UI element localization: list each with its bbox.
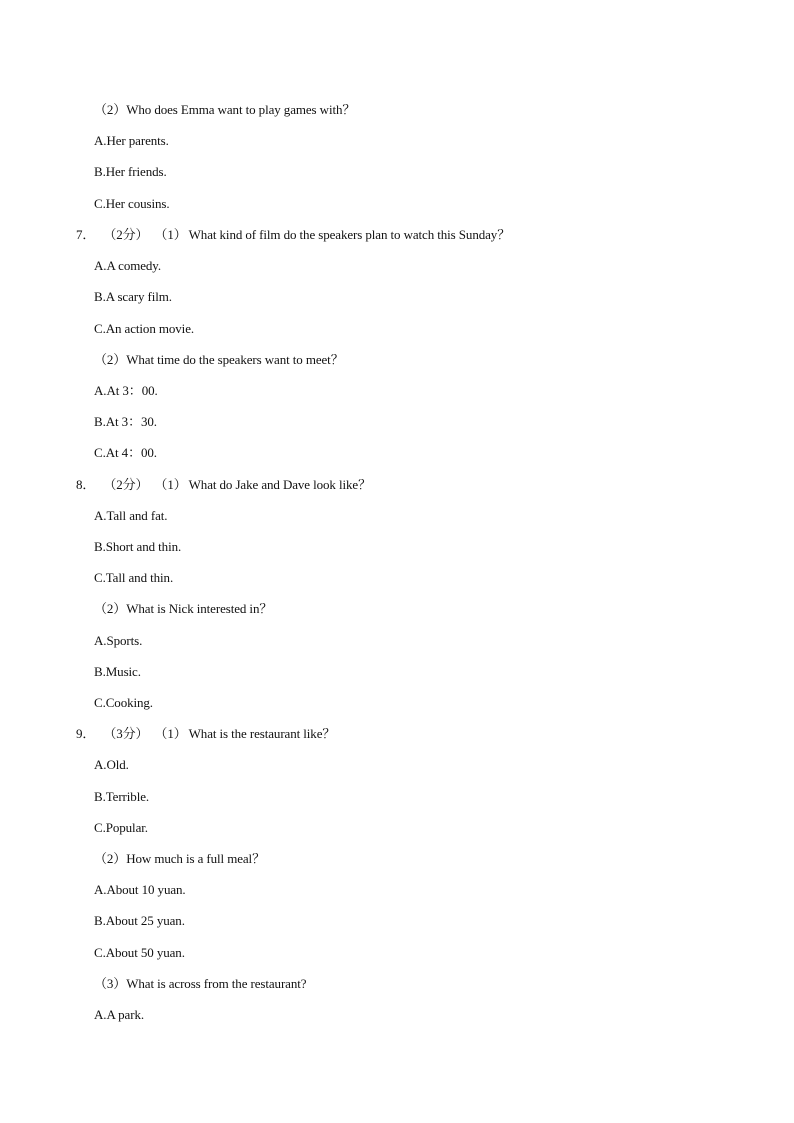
q6-subquestion-2 — [94, 102, 355, 118]
q7-subquestion-2 — [94, 352, 344, 368]
q9-3-option-a: A.A park. — [94, 1007, 145, 1022]
q8-2-option-c: C.Cooking. — [94, 695, 153, 710]
subquestion-label: （3） — [94, 976, 127, 991]
q7-1-option-c: C.An action movie. — [94, 321, 195, 336]
q7-2-option-c: C.At 4：00. — [94, 445, 157, 460]
q7-2-option-b: B.At 3：30. — [94, 414, 157, 429]
q9-1-option-b: B.Terrible. — [94, 789, 150, 804]
q8-2-option-b: B.Music. — [94, 664, 141, 679]
subquestion-text: What is Nick interested in？ — [126, 601, 273, 616]
subquestion-label: （2） — [94, 352, 127, 367]
q7-heading — [76, 227, 510, 243]
q8-2-option-a: A.Sports. — [94, 633, 143, 648]
subquestion-text: Who does Emma want to play games with？ — [126, 102, 356, 117]
subquestion-text: What is the restaurant like？ — [188, 726, 336, 741]
subquestion-label: （2） — [94, 601, 127, 616]
q9-1-option-c: C.Popular. — [94, 820, 148, 835]
q6-2-option-b: B.Her friends. — [94, 164, 167, 179]
q9-2-option-a: A.About 10 yuan. — [94, 882, 186, 897]
subquestion-label: （1） — [154, 477, 187, 492]
q8-1-option-b: B.Short and thin. — [94, 539, 182, 554]
q8-subquestion-2 — [94, 601, 272, 617]
subquestion-label: （1） — [154, 227, 187, 242]
subquestion-text: What do Jake and Dave look like？ — [188, 477, 371, 492]
subquestion-label: （2） — [94, 851, 127, 866]
question-points: （3分） — [103, 726, 149, 741]
subquestion-label: （2） — [94, 102, 127, 117]
q7-1-option-b: B.A scary film. — [94, 289, 172, 304]
subquestion-text: What is across from the restaurant? — [126, 976, 307, 991]
q8-1-option-c: C.Tall and thin. — [94, 570, 174, 585]
q9-2-option-c: C.About 50 yuan. — [94, 945, 185, 960]
q7-2-option-a: A.At 3：00. — [94, 383, 158, 398]
subquestion-label: （1） — [154, 726, 187, 741]
question-points: （2分） — [103, 227, 149, 242]
question-number: 7． — [76, 227, 96, 242]
q8-heading — [76, 477, 371, 493]
q9-subquestion-2 — [94, 851, 265, 867]
question-points: （2分） — [103, 477, 149, 492]
q8-1-option-a: A.Tall and fat. — [94, 508, 168, 523]
q6-2-option-c: C.Her cousins. — [94, 196, 170, 211]
question-number: 8． — [76, 477, 96, 492]
q7-1-option-a: A.A comedy. — [94, 258, 162, 273]
q9-1-option-a: A.Old. — [94, 757, 129, 772]
subquestion-text: How much is a full meal？ — [126, 851, 265, 866]
subquestion-text: What kind of film do the speakers plan to watch this Sunday？ — [188, 227, 511, 242]
q9-heading — [76, 726, 335, 742]
subquestion-text: What time do the speakers want to meet？ — [126, 352, 344, 367]
q6-2-option-a: A.Her parents. — [94, 133, 169, 148]
q9-2-option-b: B.About 25 yuan. — [94, 913, 185, 928]
q9-subquestion-3 — [94, 976, 306, 992]
question-number: 9． — [76, 726, 96, 741]
